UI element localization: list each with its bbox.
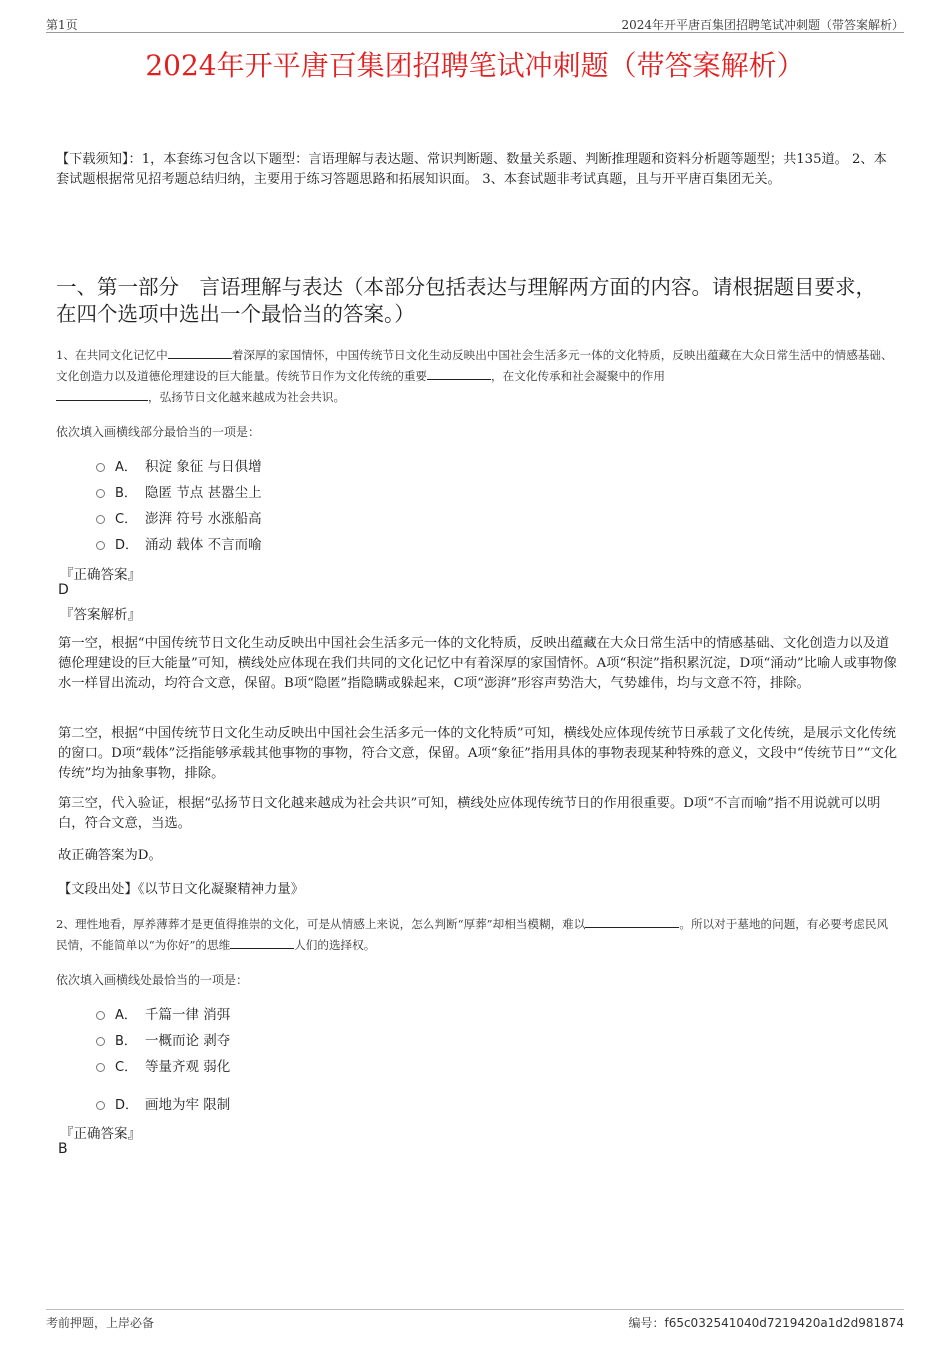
q1-option-d[interactable]: D． 涌动 载体 不言而喻: [96, 533, 262, 553]
fill-blank: [168, 346, 232, 359]
q1-analysis-paragraph: 第三空，代入验证，根据“弘扬节日文化越来越成为社会共识”可知，横线处应体现传统节日的作用很重要。D项“不言而喻”指不用说就可以明白，符合文意，当选。: [58, 796, 881, 831]
q1-source: 【文段出处】《以节日文化凝聚精神力量》: [58, 882, 304, 897]
q2-option-c[interactable]: C． 等量齐观 弱化: [96, 1055, 230, 1075]
q1-option-b[interactable]: B． 隐匿 节点 甚嚣尘上: [96, 481, 262, 501]
page-footer: [46, 1309, 904, 1330]
fill-blank: [427, 367, 491, 380]
section-heading: 一、第一部分 言语理解与表达（本部分包括表达与理解两方面的内容。请根据题目要求，在四个选项中选出一个最恰当的答案。）: [56, 275, 876, 326]
footer-code: 编号：f65c032541040d7219420a1d2d981874: [628, 1316, 904, 1330]
document-title: 2024年开平唐百集团招聘笔试冲刺题（带答案解析）: [145, 49, 805, 82]
fill-blank: [230, 936, 294, 949]
radio-icon[interactable]: [96, 489, 105, 498]
question-2-prompt: 依次填入画横线处最恰当的一项是：: [56, 973, 249, 987]
q2-option-a[interactable]: A． 千篇一律 消弭: [96, 1003, 230, 1023]
q1-analysis-label: 『答案解析』: [60, 607, 141, 623]
radio-icon[interactable]: [96, 541, 105, 550]
header-doc-title: 2024年开平唐百集团招聘笔试冲刺题（带答案解析）: [621, 18, 904, 32]
question-1-stem: 1、在共同文化记忆中 着深厚的家国情怀，中国传统节日文化生动反映出中国社会生活多元一体的文化特质，反映出蕴藏在大众日常生活中的情感基础、文化创造力以及道德伦理建设的巨大能量。传统节日作为文化传统的重要 ，在文化传承和社会凝聚中的作用 ，弘扬节日文化越来越成为社会共识。: [56, 348, 893, 404]
radio-icon[interactable]: [96, 1101, 105, 1110]
q2-answer-label: 『正确答案』: [60, 1126, 141, 1142]
radio-icon[interactable]: [96, 1037, 105, 1046]
q1-option-a[interactable]: A． 积淀 象征 与日俱增: [96, 455, 262, 475]
radio-icon[interactable]: [96, 1063, 105, 1072]
page-number: 第1页: [46, 18, 78, 32]
footer-slogan: 考前押题，上岸必备: [46, 1316, 155, 1330]
fill-blank: [56, 388, 148, 401]
q2-answer: B: [58, 1141, 68, 1157]
q1-conclusion: 故正确答案为D。: [58, 848, 162, 863]
q1-analysis-paragraph: 第二空，根据“中国传统节日文化生动反映出中国社会生活多元一体的文化特质”可知，横线处应体现传统节日承载了文化传统，是展示文化传统的窗口。D项“载体”泛指能够承载其他事物的事物，符合文意，保留。A项“象征”指用具体的事物表现某种特殊的意义，文段中“传统节日”“文化传统”均为抽象事物，排除。: [58, 726, 898, 781]
question-1-prompt: 依次填入画横线部分最恰当的一项是：: [56, 425, 261, 439]
q1-analysis-paragraph: 第一空，根据“中国传统节日文化生动反映出中国社会生活多元一体的文化特质，反映出蕴藏在大众日常生活中的情感基础、文化创造力以及道德伦理建设的巨大能量”可知，横线处应体现在我们共同的文化记忆中有着深厚的家国情怀。A项“积淀”指积累沉淀，D项“涌动”比喻人或事物像水一样冒出流动，均符合文意，保留。B项“隐匿”指隐瞒或躲起来，C项“澎湃”形容声势浩大，气势雄伟，均与文意不符，排除。: [58, 636, 897, 691]
q1-option-c[interactable]: C． 澎湃 符号 水涨船高: [96, 507, 262, 527]
q2-option-d[interactable]: D． 画地为牢 限制: [96, 1093, 230, 1113]
q2-option-b[interactable]: B． 一概而论 剥夺: [96, 1029, 230, 1049]
page-header: [46, 14, 904, 33]
radio-icon[interactable]: [96, 515, 105, 524]
q1-answer-label: 『正确答案』: [60, 567, 141, 583]
question-2-stem: 2、理性地看，厚养薄葬才是更值得推崇的文化，可是从情感上来说，怎么判断“厚葬”却相当模糊，难以 。所以对于墓地的问题，有必要考虑民风民情，不能简单以“为你好”的思维 人们的选择权。: [56, 917, 889, 952]
q1-answer: D: [58, 582, 69, 598]
radio-icon[interactable]: [96, 463, 105, 472]
fill-blank: [585, 915, 679, 928]
radio-icon[interactable]: [96, 1011, 105, 1020]
download-notice: 【下载须知】：1，本套练习包含以下题型：言语理解与表达题、常识判断题、数量关系题、判断推理题和资料分析题等题型；共135道。 2、本套试题根据常见招考题总结归纳，主要用于练习答题思路和拓展知识面。 3、本套试题非考试真题，且与开平唐百集团无关。: [56, 152, 887, 187]
